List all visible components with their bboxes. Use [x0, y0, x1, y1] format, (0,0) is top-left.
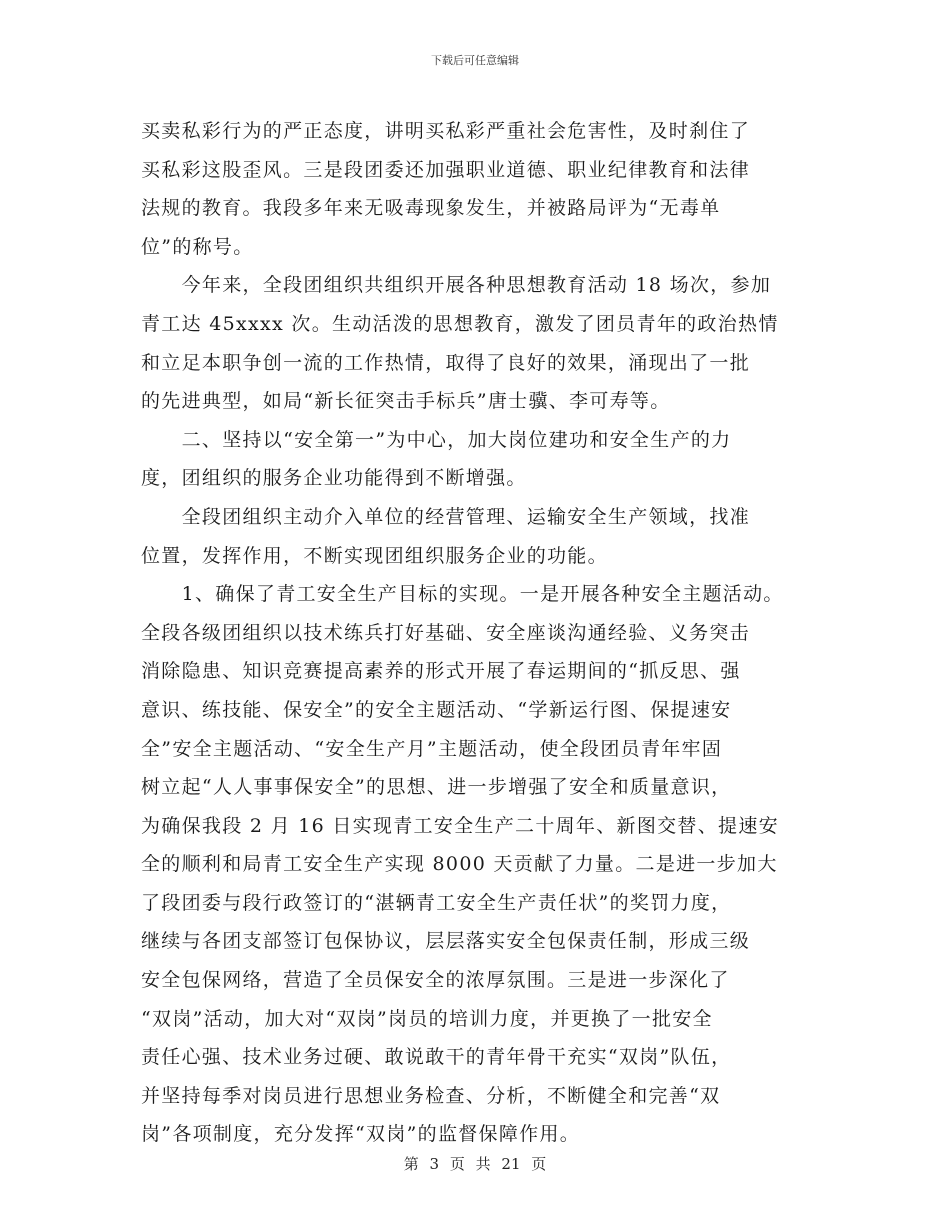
footer-suffix: 页 — [531, 1155, 547, 1173]
text-line: 并坚持每季对岗员进行思想业务检查、分析，不断健全和完善“双 — [141, 1084, 721, 1107]
text-line: 继续与各团支部签订包保协议，层层落实安全包保责任制，形成三级 — [141, 930, 751, 953]
text-line: 买私彩这股歪风。三是段团委还加强职业道德、职业纪律教育和法律 — [141, 158, 751, 181]
text-line: 二、坚持以“安全第一”为中心，加大岗位建功和安全生产的力 — [141, 428, 732, 451]
text-line: 岗”各项制度，充分发挥“双岗”的监督保障作用。 — [141, 1123, 581, 1146]
page-header: 下载后可任意编辑 — [431, 54, 519, 67]
text-line: 1、确保了青工安全生产目标的实现。一是开展各种安全主题活动。 — [141, 583, 784, 606]
text-line: 和立足本职争创一流的工作热情，取得了良好的效果，涌现出了一批 — [141, 351, 751, 374]
text-line: 了段团委与段行政签订的“湛辆青工安全生产责任状”的奖罚力度， — [141, 891, 732, 914]
text-line: “双岗”活动，加大对“双岗”岗员的培训力度，并更换了一批安全 — [141, 1007, 713, 1030]
text-line: 消除隐患、知识竞赛提高素养的形式开展了春运期间的“抓反思、强 — [141, 660, 741, 683]
text-line: 今年来，全段团组织共组织开展各种思想教育活动 18 场次，参加 — [141, 274, 772, 297]
text-line: 青工达 45xxxx 次。生动活泼的思想教育，激发了团员青年的政治热情 — [141, 312, 779, 335]
text-line: 法规的教育。我段多年来无吸毒现象发生，并被路局评为“无毒单 — [141, 197, 721, 220]
footer-prefix: 第 — [403, 1155, 419, 1173]
footer-total-pages: 21 — [501, 1155, 521, 1173]
text-line: 树立起“人人事事保安全”的思想、进一步增强了安全和质量意识， — [141, 776, 732, 799]
page-footer — [0, 1153, 950, 1174]
text-line: 为确保我段 2 月 16 日实现青工安全生产二十周年、新图交替、提速安 — [141, 814, 779, 837]
text-line: 全段团组织主动介入单位的经营管理、运输安全生产领域，找准 — [141, 505, 751, 528]
body-text — [141, 112, 831, 1154]
text-line: 安全包保网络，营造了全员保安全的浓厚氛围。三是进一步深化了 — [141, 969, 730, 992]
text-line: 意识、练技能、保安全”的安全主题活动、“学新运行图、保提速安 — [141, 698, 732, 721]
text-line: 买卖私彩行为的严正态度，讲明买私彩严重社会危害性，及时刹住了 — [141, 120, 751, 142]
text-line: 全的顺利和局青工安全生产实现 8000 天贡献了力量。二是进一步加大 — [141, 853, 778, 876]
text-line: 位”的称号。 — [141, 235, 254, 258]
text-line: 责任心强、技术业务过硬、敢说敢干的青年骨干充实“双岗”队伍， — [141, 1046, 732, 1069]
text-line: 的先进典型，如局“新长征突击手标兵”唐士骥、李可寿等。 — [141, 390, 671, 413]
footer-page-number: 3 — [429, 1155, 440, 1173]
text-line: 度，团组织的服务企业功能得到不断增强。 — [141, 467, 527, 490]
footer-total-label: 共 — [475, 1155, 491, 1173]
text-line: 位置，发挥作用，不断实现团组织服务企业的功能。 — [141, 544, 608, 567]
text-line: 全”安全主题活动、“安全生产月”主题活动，使全段团员青年牢固 — [141, 737, 723, 760]
footer-middle: 页 — [449, 1155, 465, 1173]
text-line: 全段各级团组织以技术练兵打好基础、安全座谈沟通经验、义务突击 — [141, 621, 751, 644]
